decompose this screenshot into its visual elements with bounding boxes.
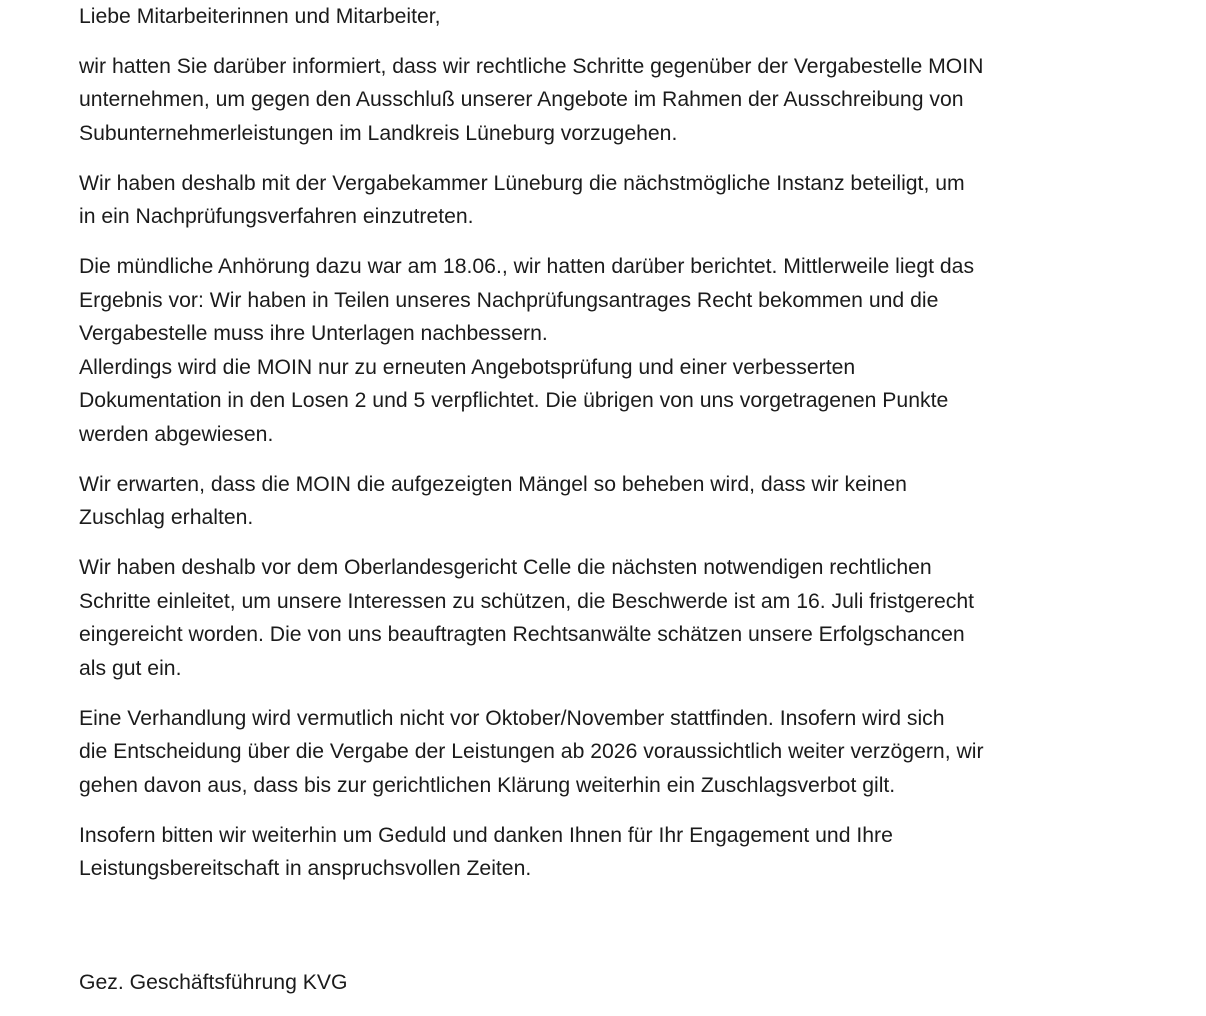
paragraph-olg-celle xyxy=(79,551,1169,685)
paragraph-line: als gut ein. xyxy=(79,656,182,680)
paragraph-line: wir hatten Sie darüber informiert, dass wir rechtliche Schritte gegenüber der Vergabestelle MOIN xyxy=(79,54,984,78)
paragraph-line: Vergabestelle muss ihre Unterlagen nachbessern. xyxy=(79,322,548,345)
paragraph-line: Ergebnis vor: Wir haben in Teilen unseres Nachprüfungsantrages Recht bekommen und die xyxy=(79,288,939,312)
letter-greeting: Liebe Mitarbeiterinnen und Mitarbeiter, xyxy=(79,5,441,28)
paragraph-line: werden abgewiesen. xyxy=(79,422,274,446)
paragraph-line: Wir erwarten, dass die MOIN die aufgezeigten Mängel so beheben wird, dass wir keinen xyxy=(79,472,907,496)
paragraph-line: Leistungsbereitschaft in anspruchsvollen Zeiten. xyxy=(79,857,532,880)
paragraph-legal-steps xyxy=(79,50,1169,151)
paragraph-line: Schritte einleitet, um unsere Interessen zu schützen, die Beschwerde ist am 16. Juli fristgerecht xyxy=(79,589,975,613)
paragraph-line: die Entscheidung über die Vergabe der Leistungen ab 2026 voraussichtlich weiter verzögern, wir xyxy=(79,740,984,763)
paragraph-hearing-result xyxy=(79,250,1169,451)
paragraph-line: Subunternehmerleistungen im Landkreis Lüneburg vorzugehen. xyxy=(79,121,678,145)
paragraph-line: gehen davon aus, dass bis zur gerichtlichen Klärung weiterhin ein Zuschlagsverbot gilt. xyxy=(79,773,896,797)
paragraph-line: unternehmen, um gegen den Ausschluß unserer Angebote im Rahmen der Ausschreibung von xyxy=(79,88,964,111)
paragraph-line: eingereicht worden. Die von uns beauftragten Rechtsanwälte schätzen unsere Erfolgschancen xyxy=(79,623,965,646)
paragraph-line: Wir haben deshalb vor dem Oberlandesgericht Celle die nächsten notwendigen rechtlichen xyxy=(79,556,932,579)
paragraph-vergabekammer xyxy=(79,167,1169,234)
paragraph-closing xyxy=(79,819,1169,886)
letter-signature: Gez. Geschäftsführung KVG xyxy=(79,971,348,994)
paragraph-expectation xyxy=(79,468,1169,535)
paragraph-line: Allerdings wird die MOIN nur zu erneuten Angebotsprüfung und einer verbesserten xyxy=(79,355,856,379)
paragraph-line: Eine Verhandlung wird vermutlich nicht vor Oktober/November stattfinden. Insofern wird sich xyxy=(79,706,945,730)
paragraph-line: Die mündliche Anhörung dazu war am 18.06., wir hatten darüber berichtet. Mittlerweile liegt das xyxy=(79,255,975,278)
paragraph-line: Wir haben deshalb mit der Vergabekammer Lüneburg die nächstmögliche Instanz beteiligt, um xyxy=(79,171,965,195)
paragraph-line: in ein Nachprüfungsverfahren einzutreten. xyxy=(79,205,474,228)
paragraph-line: Insofern bitten wir weiterhin um Geduld und danken Ihnen für Ihr Engagement und Ihre xyxy=(79,823,893,847)
paragraph-line: Dokumentation in den Losen 2 und 5 verpflichtet. Die übrigen von uns vorgetragenen Punkte xyxy=(79,389,949,412)
paragraph-hearing-schedule xyxy=(79,702,1169,803)
paragraph-line: Zuschlag erhalten. xyxy=(79,506,254,529)
letter-body xyxy=(79,0,1169,902)
